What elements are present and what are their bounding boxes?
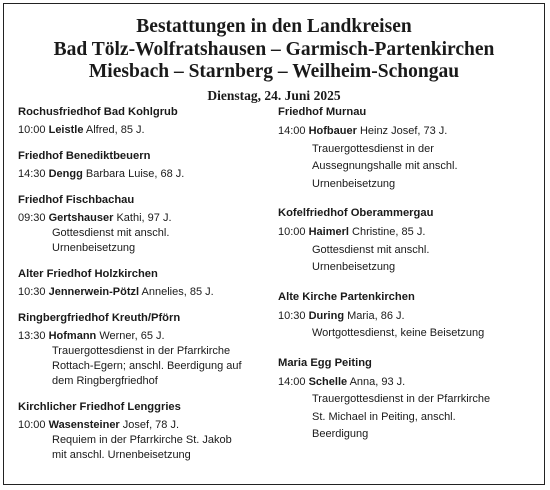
- ceremony-detail: Wortgottesdienst, keine Beisetzung: [312, 327, 485, 339]
- burial-entry: [18, 400, 263, 463]
- ceremony-detail: Urnenbeisetzung: [312, 261, 396, 273]
- burial-line: [18, 211, 263, 226]
- cemetery-name: Alte Kirche Partenkirchen: [278, 290, 415, 303]
- deceased-details: Werner, 65 J.: [99, 330, 165, 342]
- notice-date: Dienstag, 24. Juni 2025: [207, 87, 341, 103]
- burial-time: 10:00: [18, 124, 46, 136]
- notice-header: [4, 4, 544, 104]
- deceased-surname: Hofmann: [48, 330, 97, 342]
- burial-time: 10:00: [278, 226, 306, 238]
- deceased-surname: Dengg: [48, 168, 83, 180]
- burial-entry: [278, 290, 528, 343]
- burial-line: [18, 418, 263, 433]
- deceased-surname: Wasensteiner: [48, 419, 120, 431]
- deceased-details: Heinz Josef, 73 J.: [359, 125, 448, 137]
- burial-time: 14:30: [18, 168, 46, 180]
- ceremony-detail: Rottach-Egern; anschl. Beerdigung auf: [52, 360, 242, 372]
- deceased-details: Maria, 86 J.: [347, 309, 405, 322]
- burial-line: [18, 329, 263, 344]
- burial-entry: [18, 311, 263, 389]
- cemetery-name: Ringbergfriedhof Kreuth/Pförn: [18, 312, 181, 324]
- burial-time: 14:00: [278, 125, 306, 137]
- burial-line: [18, 167, 263, 182]
- deceased-details: Annelies, 85 J.: [141, 286, 214, 298]
- deceased-surname: Gertshauser: [48, 212, 114, 224]
- burial-time: 10:30: [18, 286, 46, 298]
- deceased-details: Anna, 93 J.: [349, 375, 406, 388]
- deceased-surname: Leistle: [48, 124, 84, 136]
- deceased-surname: Hofbauer: [308, 125, 357, 137]
- headline-line-1: Bestattungen in den Landkreisen: [136, 16, 412, 37]
- cemetery-name: Friedhof Fischbachau: [18, 194, 135, 206]
- cemetery-name: Kofelfriedhof Oberammergau: [278, 207, 434, 219]
- ceremony-detail: dem Ringbergfriedhof: [52, 375, 158, 387]
- burial-entry: [278, 206, 528, 277]
- ceremony-detail: Trauergottesdienst in der Pfarrkirche: [312, 393, 491, 405]
- ceremony-detail: Trauergottesdienst in der: [312, 142, 434, 155]
- ceremony-detail: Trauergottesdienst in der Pfarrkirche: [52, 345, 231, 357]
- ceremony-detail: Beerdigung: [312, 428, 369, 440]
- burial-entry: [18, 267, 263, 300]
- ceremony-detail: Gottesdienst mit anschl.: [312, 243, 430, 256]
- deceased-surname: Haimerl: [308, 226, 349, 238]
- burial-line: [18, 123, 263, 138]
- burial-entry: [18, 105, 263, 138]
- burial-line: [278, 123, 528, 141]
- right-column: [278, 105, 528, 457]
- ceremony-detail: St. Michael in Peiting, anschl.: [312, 410, 456, 423]
- burial-line: [278, 308, 528, 326]
- burial-time: 09:30: [18, 212, 46, 224]
- deceased-details: Alfred, 85 J.: [85, 124, 145, 136]
- left-column: [18, 105, 263, 474]
- cemetery-name: Kirchlicher Friedhof Lenggries: [18, 401, 181, 413]
- cemetery-name: Maria Egg Peiting: [278, 356, 372, 369]
- deceased-surname: Jennerwein-Pötzl: [48, 286, 140, 298]
- ceremony-detail: Urnenbeisetzung: [52, 242, 136, 254]
- burial-time: 13:30: [18, 330, 46, 342]
- ceremony-detail: Aussegnungshalle mit anschl.: [312, 160, 458, 172]
- ceremony-detail: Gottesdienst mit anschl.: [52, 227, 170, 239]
- burial-time: 10:30: [278, 309, 306, 322]
- deceased-details: Josef, 78 J.: [122, 419, 180, 431]
- burial-entry: [18, 193, 263, 256]
- cemetery-name: Alter Friedhof Holzkirchen: [18, 268, 158, 280]
- burial-time: 14:00: [278, 375, 306, 388]
- deceased-surname: Schelle: [308, 375, 348, 388]
- deceased-details: Barbara Luise, 68 J.: [85, 168, 185, 180]
- deceased-surname: During: [308, 309, 345, 322]
- burial-time: 10:00: [18, 419, 46, 431]
- deceased-details: Kathi, 97 J.: [116, 212, 172, 224]
- headline-line-3: Miesbach – Starnberg – Weilheim-Schongau: [88, 61, 460, 82]
- burial-line: [18, 285, 263, 300]
- cemetery-name: Friedhof Benediktbeuern: [18, 150, 151, 162]
- ceremony-detail: Requiem in der Pfarrkirche St. Jakob: [52, 434, 232, 446]
- headline-line-2: Bad Tölz-Wolfratshausen – Garmisch-Partenkirchen: [53, 38, 495, 60]
- burial-entry: [18, 149, 263, 182]
- cemetery-name: Rochusfriedhof Bad Kohlgrub: [18, 106, 178, 118]
- cemetery-name: Friedhof Murnau: [278, 106, 367, 118]
- burial-entry: [278, 105, 528, 193]
- ceremony-detail: Urnenbeisetzung: [312, 177, 396, 190]
- ceremony-detail: mit anschl. Urnenbeisetzung: [52, 449, 191, 461]
- burial-entry: [278, 356, 528, 444]
- deceased-details: Christine, 85 J.: [352, 226, 426, 238]
- burial-line: [278, 374, 528, 392]
- burial-line: [278, 224, 528, 242]
